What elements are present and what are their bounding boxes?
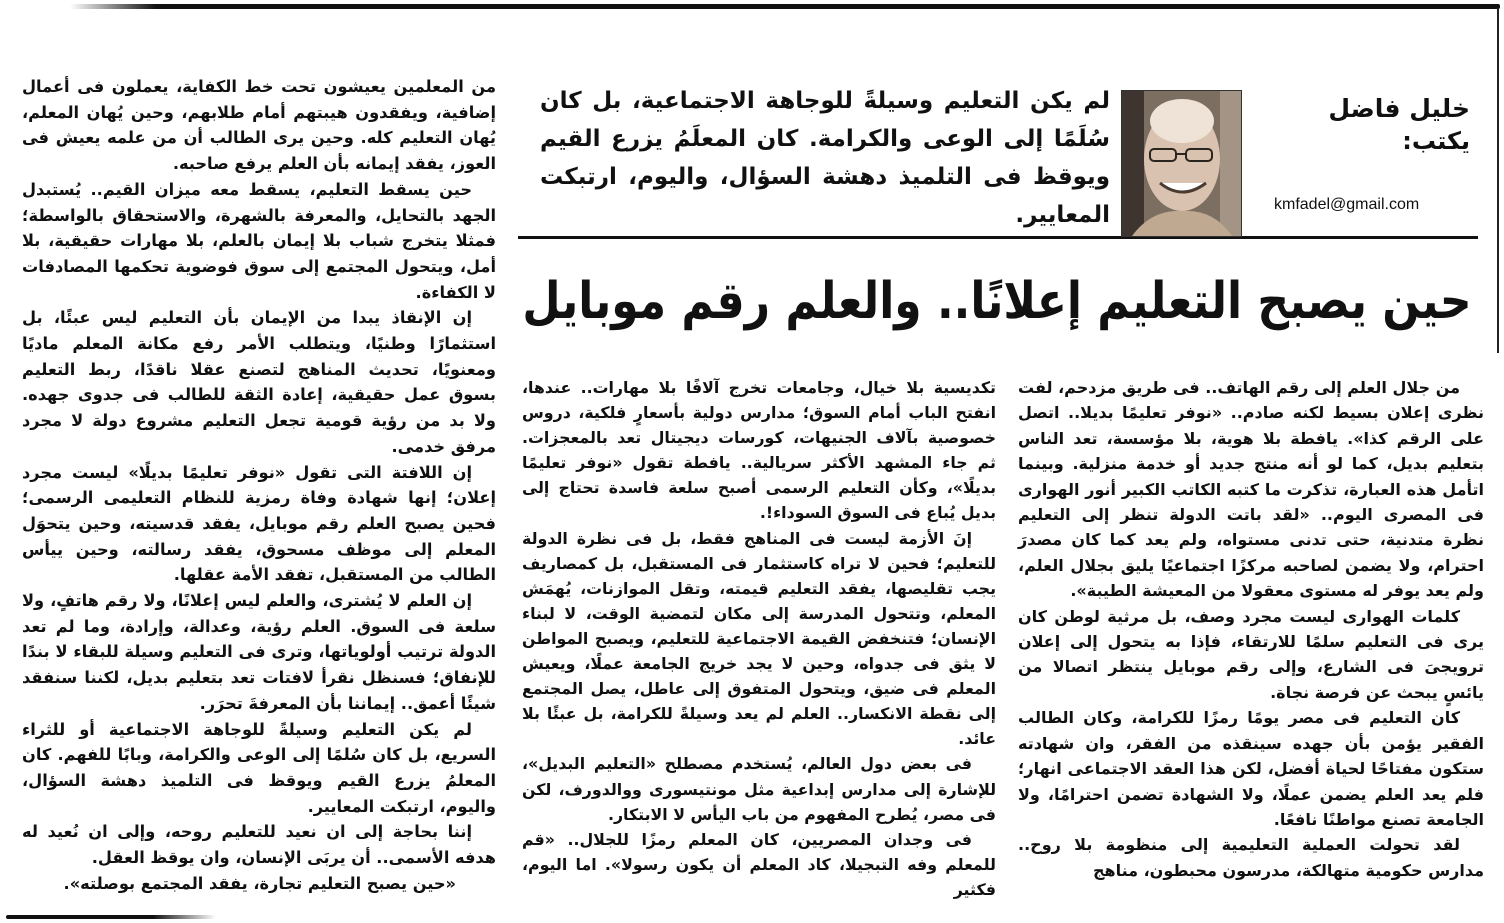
paragraph: حين يسقط التعليم، يسقط معه ميزان القيم.. يُستبدل الجهد بالتحايل، والمعرفة بالشهرة، والاستحقاق بالواسطة؛ فمثلا يتخرج شباب بلا إيمان بالعلم، بلا مهارات حقيقية، بلا أمل، ويتحول المجتمع إلى سوق فوضوية تحكمها المصادفات لا الكفاءة. (22, 179, 496, 302)
paragraph: إن اللافتة التى تقول «نوفر تعليمًا بديلًا» ليست مجرد إعلان؛ إنها شهادة وفاة رمزية للنظام التعليمى الرسمى؛ فحين يصبح العلم رقم موبايل، يفقد قدسيته، وحين يتحوَل المعلم إلى موظف مسحوق، يفقد رسالته، وحين ييأس الطالب من المستقبل، تفقد الأمة عقلها. (22, 462, 496, 585)
paragraph: كان التعليم فى مصر يومًا رمزًا للكرامة، وكان الطالب الفقير يؤمن بأن جهده سينقذه من الفقر، وان شهادته ستكون مفتاحًا لحياة أفضل، لكن هذا العقد الاجتماعى انهار؛ فلم يعد العلم يضمن عملًا، ولا الشهادة تضمن احترامًا، ولا الجامعة تصنع مواطنًا نافعًا. (1018, 708, 1484, 829)
author-writes-label: يكتب: (1402, 127, 1470, 155)
author-photo-icon (1121, 90, 1242, 237)
bottom-rule (6, 915, 216, 919)
paragraph: كلمات الهوارى ليست مجرد وصف، بل مرثية لوطن كان يرى فى التعليم سلمًا للارتقاء، فإذا به يتحول إلى إعلان ترويجىَ فى الشارع، وإلى رقم موبايل ينتظر اتصالا من يائسٍ يبحث عن فرصة نجاة. (1018, 606, 1484, 702)
paragraph: فى وجدان المصريين، كان المعلم رمزًا للجلال.. «قم للمعلم وفه التبجيلا، كاد المعلم أن يكون رسولا». اما اليوم، فكثير (522, 829, 996, 899)
paragraph: لقد تحولت العملية التعليمية إلى منظومة بلا روح.. مدارس حكومية متهالكة، مدرسون محبطون، مناهج (1018, 835, 1484, 880)
top-rule (70, 4, 1500, 9)
paragraph: من جلال العلم إلى رقم الهاتف.. فى طريق مزدحم، لفت نظرى إعلان بسيط لكنه صادم.. «نوفر تعليمًا بديلا.. اتصل على الرقم كذا». يافطة بلا هوية، بلا مؤسسة، تعد الناس بتعليم بديل، كما لو أنه منتج جديد أو خدمة منزلية. وبينما اتأمل هذه العبارة، تذكرت ما كتبه الكاتب الكبير أنور الهوارى فى المصرى اليوم.. «لقد باتت الدولة تنظر إلى التعليم نظرة متدنية، حتى تدنى مستواه، ولم يعد كما كان مصدرَ احترام، ولا يضمن لصاحبه مركزًا اجتماعيًا يليق بجلال العلم، ولم يعد يوفر له مستوى معقولا من المعيشة الطيبة». (1018, 378, 1484, 601)
paragraph: إن العلم لا يُشترى، والعلم ليس إعلانًا، ولا رقم هاتفٍ، ولا سلعة فى السوق. العلم رؤية، وعدالة، وإرادة، وما لم تعد الدولة ترتيب أولوياتها، وترى فى التعليم وسيلة للبقاء لا بندًا للإنفاق؛ فسنظل نقرأ لافتات تعد بتعليم بديل، لكننا سنفقد شيئًا أعمق.. إيماننا بأن المعرفةَ تحرَر. (22, 591, 496, 713)
right-column-rule (1497, 8, 1499, 353)
article-column-right (1018, 375, 1484, 883)
paragraph: تكديسية بلا خيال، وجامعات تخرج آلافًا بلا مهارات.. عندها، انفتح الباب أمام السوق؛ مدارس دولية بأسعارٍ فلكية، دروس خصوصية بآلاف الجنيهات، كورسات ديجيتال تعد بالمعجزات. ثم جاء المشهد الأكثر سريالية.. يافطة تقول «نوفر تعليمًا بديلًا»، وكأن التعليم الرسمى أصبح سلعة فاسدة تحتاج إلى بديل يُباع فى السوق السوداء!. (522, 378, 996, 523)
author-name: خليل فاضل (1328, 94, 1470, 123)
paragraph: فى بعض دول العالم، يُستخدم مصطلح «التعليم البديل»، للإشارة إلى مدارس إبداعية مثل مونتيسورى ووالدورف، لكن فى مصر، يُطرح المفهوم من باب اليأس لا الابتكار. (522, 754, 996, 824)
paragraph: إنَ الأزمة ليست فى المناهج فقط، بل فى نظرة الدولة للتعليم؛ فحين لا تراه كاستثمار فى المستقبل، بل كمصاريف يجب تقليصها، يفقد التعليم قيمته، وتقل الموازنات، يُهمَش المعلم، وتتحول المدرسة إلى مكان لتمضية الوقت، لا لبناء الإنسان؛ فتنخفض القيمة الاجتماعية للتعليم، ويصبح المواطن لا يثق فى جدواه، وحين لا يجد خريج الجامعة عملًا، ويعيش المعلم فى ضيق، ويتحول المتفوق إلى عاطل، يصل المجتمع إلى نقطة الانكسار.. العلم لم يعد وسيلةً للكرامة، بل عبئًا بلا عائد. (522, 528, 996, 749)
paragraph: إننا بحاجة إلى ان نعيد للتعليم روحه، وإلى ان نُعيد له هدفه الأسمى.. أن يربَى الإنسان، وان يوقظ العقل. (22, 822, 496, 868)
article-column-left (22, 74, 496, 897)
header-rule (518, 236, 1478, 239)
paragraph: إن الإنقاذ يبدا من الإيمان بأن التعليم ليس عبئًا، بل استثمارًا وطنيًا، ويتطلب الأمر رفع مكانة المعلم ماديًا ومعنويًا، تحديث المناهج لتصنع عقلا ناقدًا، ربط التعليم بسوق عمل حقيقية، إعادة الثقة للطالب فى جدوى جهده. ولا بد من رؤية قومية تجعل التعليم مشروع دولة لا مجرد مرفق خدمى. (22, 308, 496, 456)
author-byline (1270, 92, 1470, 222)
article-deck: لم يكن التعليم وسيلةً للوجاهة الاجتماعية، بل كان سُلَمًا إلى الوعى والكرامة. كان المعلَمُ يزرع القيم ويوقظ فى التلميذ دهشة السؤال، واليوم، ارتبكت المعايير. (540, 88, 1110, 228)
author-email[interactable]: kmfadel@gmail.com (1274, 196, 1420, 213)
article-headline: حين يصبح التعليم إعلانًا.. والعلم رقم موبايل (522, 272, 1472, 331)
paragraph: من المعلمين يعيشون تحت خط الكفاية، يعملون فى أعمال إضافية، ويفقدون هيبتهم أمام طلابهم، وحين يُهان المعلم، يُهان التعليم كله. وحين يرى الطالب أن من علمه يعيش فى العوز، يفقد إيمانه بأن العلم يرفع صاحبه. (22, 77, 496, 174)
paragraph: لم يكن التعليم وسيلةً للوجاهة الاجتماعية أو للثراء السريع، بل كان سُلمًا إلى الوعى والكرامة، وبابًا للفهم. كان المعلمُ يزرع القيم ويوقظ فى التلميذ دهشة السؤال، واليوم، ارتبكت المعايير. (22, 719, 496, 816)
closing-quote: «حين يصبح التعليم تجارة، يفقد المجتمع بوصلته». (63, 873, 456, 893)
article-column-middle (522, 375, 996, 902)
